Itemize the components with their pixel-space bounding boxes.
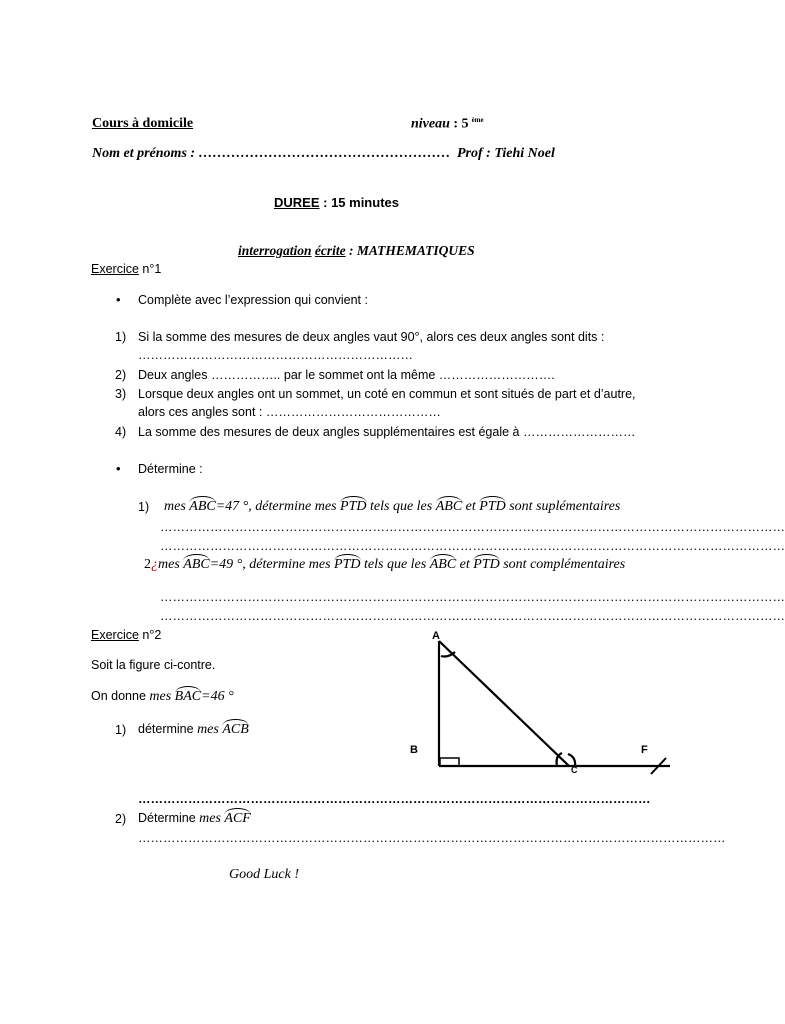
ex1-heading [91,262,161,276]
level [411,116,484,133]
given-angle-bac: BAC [174,689,202,704]
level-value: : 5 [449,116,469,132]
level-label: niveau [411,116,450,132]
answer-line: …………………………………………………………………………………………………………………………… [138,831,726,845]
angle-acf: ACF [224,811,251,826]
label-c: C [571,765,578,775]
q2-angle-ptd: PTD [334,557,361,572]
q2-mes: mes [158,557,184,572]
right-angle-mark [440,758,459,766]
item-number: 4) [115,425,127,439]
q2-et: et [456,557,474,572]
q1-end: sont suplémentaires [505,499,621,514]
page-title [238,243,475,259]
label-a: A [432,630,440,642]
given-mes: mes [149,689,175,704]
q1-number: 1) [138,500,150,514]
q1-tels: tels que les [366,499,436,514]
q1-mid: , détermine mes [248,499,341,514]
item-text: Lorsque deux angles ont un sommet, un coté en commun et sont situés de part et d’autre, [138,387,636,401]
title-rest: : MATHEMATIQUES [345,243,475,258]
q1-mes: mes [164,499,190,514]
title-word-2: écrite [314,243,346,258]
side-ac [439,641,569,766]
ex2-number: n°2 [138,628,162,642]
q2-mark: ¿ [151,557,158,572]
q2-number: 2 [144,557,151,572]
q1-angle-abc: ABC [189,499,216,514]
name-field: Nom et prénoms : ……………………………………………… [92,146,451,161]
triangle-figure [400,625,690,785]
given-eq: =46 ° [201,689,234,704]
q2-eq: =49 ° [209,557,243,572]
level-sup: ème [471,116,484,124]
q2-end: sont complémentaires [499,557,626,572]
item-continuation: alors ces angles sont : …………………………………… [138,405,441,419]
q2-angle-abc-2: ABC [429,557,457,572]
item-number: 1) [115,330,127,344]
duration-label: DUREE [274,195,320,210]
q1-eq: =47 ° [215,499,249,514]
q1-statement [164,499,620,515]
item-text: La somme des mesures de deux angles supplémentaires est égale à ……………………… [138,425,636,439]
title-word-1: interrogation [238,243,312,258]
label-b: B [410,744,418,756]
ex1-number: n°1 [138,262,162,276]
q2-angle-ptd-2: PTD [473,557,500,572]
ex2-item1 [138,722,249,738]
ex2-item2 [138,811,251,827]
ex1-instruction-2: Détermine : [138,462,203,476]
duration [274,195,399,210]
item1-text: détermine [138,722,198,736]
q2-mid: , détermine mes [242,557,335,572]
answer-line: …………………………………………………………………………………………………………………………………… [160,539,785,553]
q1-angle-ptd-2: PTD [479,499,506,514]
answer-line: …………………………………………………………………………………………………………………………………… [160,520,785,534]
course-title: Cours à domicile [92,116,194,131]
item-number: 2) [115,812,127,826]
item-number: 1) [115,723,127,737]
answer-line: …………………………………………………………………………………………………………… [138,792,651,806]
q1-angle-ptd: PTD [340,499,367,514]
item-number: 3) [115,387,127,401]
item2-text: Détermine [138,811,200,825]
duration-value: : 15 minutes [319,195,399,210]
q2-statement [144,557,625,573]
angle-acb: ACB [222,722,249,737]
answer-line: …………………………………………………………………………………………………………………………………… [160,590,785,604]
prof-name: Prof : Tiehi Noel [457,146,555,161]
ex2-given [91,689,234,705]
item-text: Si la somme des mesures de deux angles vaut 90°, alors ces deux angles sont dits : [138,330,605,344]
ex1-instruction: Complète avec l’expression qui convient : [138,293,368,307]
bullet-dot: • [116,461,121,476]
q1-angle-abc-2: ABC [435,499,463,514]
item1-mes: mes [197,722,223,737]
item-number: 2) [115,368,127,382]
footer-good-luck: Good Luck ! [229,867,299,882]
ex2-label: Exercice [91,628,139,642]
ex1-label: Exercice [91,262,139,276]
given-pre: On donne [91,689,150,703]
bullet-dot: • [116,292,121,307]
label-f: F [641,744,648,756]
item2-mes: mes [199,811,225,826]
ex2-heading [91,628,161,642]
q2-tels: tels que les [360,557,430,572]
item-text: Deux angles …………….. par le sommet ont la même ………………………. [138,368,555,382]
ex2-intro: Soit la figure ci-contre. [91,658,216,672]
answer-line: …………………………………………………………………………………………………………………………………… [160,609,785,623]
item-continuation: ………………………………………………………… [138,348,413,362]
q2-angle-abc: ABC [183,557,210,572]
q1-et: et [462,499,480,514]
